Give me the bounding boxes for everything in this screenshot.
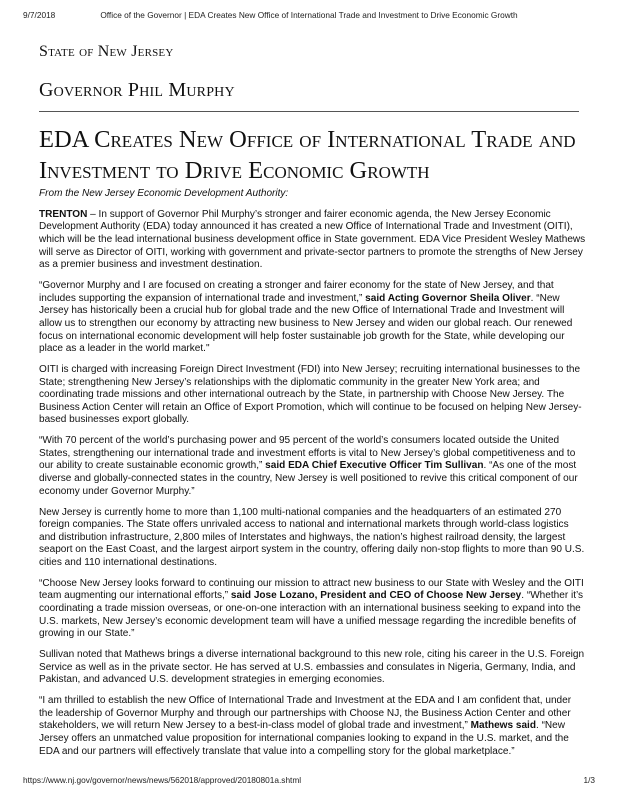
print-header bbox=[23, 10, 595, 22]
paragraph-7: Sullivan noted that Mathews brings a diverse international background to this new role, citing his career in the U.S. Foreign Service as well as in the private sector. He has served at U.S. embassies and consulates in Nigeria, Germany, India, and Pakistan, and advanced U.S. development strategies in emerging economies. bbox=[39, 649, 585, 686]
state-of-new-jersey-link[interactable]: State of New Jersey bbox=[39, 43, 174, 60]
print-footer bbox=[23, 775, 595, 787]
dateline: TRENTON bbox=[39, 208, 88, 220]
paragraph-3: OITI is charged with increasing Foreign Direct Investment (FDI) into New Jersey; recruiting international businesses to the State; strengthening New Jersey’s relationships with the diplomatic community in the greater New York area; and coordinating trade missions and other international outreach by the State, in partnership with Choose New Jersey. The Business Action Center will retain an Office of Export Promotion, which will continue to be focused on helping New Jersey-based businesses export globally. bbox=[39, 364, 582, 426]
paragraph-6: “Choose New Jersey looks forward to continuing our mission to attract new business to our State with Wesley and the OITI team augmenting our international efforts,” said Jose Lozano, President and CEO of Choose New Jersey. “Whether it’s coordinating a trade mission overseas, or one-on-one interaction with an international business seeking to expand into the U.S. markets, New Jersey’s economic development team will have a unified message regarding the incredible benefits of growing in our State.” bbox=[39, 577, 584, 640]
print-page-number: 1/3 bbox=[583, 775, 595, 785]
paragraph-8: “I am thrilled to establish the new Office of International Trade and Investment at the EDA and I am confident that, under the leadership of Governor Murphy and through our partnerships with Choose NJ, the Business Action Center and other stakeholders, we will return New Jersey to a best-in-class model of global trade and investment,” Mathews said. “New Jersey offers an unmatched value proposition for international companies looking to expand in the U.S. market, and the EDA and our partners will effectively translate that value into a compelling story for the global marketplace.” bbox=[39, 695, 572, 757]
speaker-attribution: Mathews said bbox=[470, 720, 536, 732]
paragraph-2: “Governor Murphy and I are focused on creating a stronger and fairer economy for the state of New Jersey, and that includes supporting the expansion of international trade and investment,” said Acting Governor Sheila Oliver. “New Jersey has historically been a crucial hub for global trade and the new Office of International Trade and Investment will allow us to strengthen our economy by attracting new business to New Jersey and widen our global reach. Our renewed focus on international economic development will help foster sustainable job growth for the State, while developing our place as a leader in the world market." bbox=[39, 280, 573, 355]
article-intro: From the New Jersey Economic Development Authority: bbox=[39, 188, 289, 199]
speaker-attribution: said Acting Governor Sheila Oliver bbox=[362, 292, 531, 304]
paragraph-5: New Jersey is currently home to more than 1,100 multi-national companies and the headquarters of an estimated 270 foreign companies. The State offers unrivaled access to national and international markets through world-class logistics and distribution infrastructure, 2,800 miles of Interstates and highways, the nation’s highest railroad density, the largest seaport on the East Coast, and the largest airport system in the country, offering daily non-stop flights to more than 90 U.S. cities and 110 international destinations. bbox=[39, 506, 585, 568]
article-body bbox=[39, 188, 587, 766]
paragraph-4: “With 70 percent of the world’s purchasing power and 95 percent of the world’s consumers located outside the United States, strengthening our international trade and investment efforts is vital to New Jersey’s global competitiveness and to our ability to create sustainable economic growth,” said EDA Chief Executive Officer Tim Sullivan. “As one of the most diverse and globally-connected states in the country, New Jersey is well positioned to revive this critical component of our economy under Governor Murphy.” bbox=[39, 435, 578, 497]
governor-name-link[interactable]: Governor Phil Murphy bbox=[39, 79, 235, 101]
paragraph-1: TRENTON – In support of Governor Phil Murphy’s stronger and fairer economic agenda, the New Jersey Economic Development Authority (EDA) today announced it has created a new Office of International Trade and Investment (OITI), which will be the lead international business development office in State government. EDA Vice President Wesley Mathews will serve as Director of OITI, working with government and private-sector partners to promote the strengths of New Jersey as a premier business and investment destination. bbox=[39, 208, 586, 271]
print-page-title: Office of the Governor | EDA Creates New Office of International Trade and Investment to Drive Economic Growth bbox=[100, 10, 518, 20]
article-title: EDA Creates New Office of International Trade and Investment to Drive Economic Growth bbox=[39, 126, 576, 184]
masthead-divider bbox=[39, 111, 579, 112]
print-date: 9/7/2018 bbox=[23, 10, 56, 20]
speaker-attribution: said Jose Lozano, President and CEO of Choose New Jersey bbox=[228, 590, 522, 602]
print-url: https://www.nj.gov/governor/news/news/562018/approved/20180801a.shtml bbox=[23, 775, 302, 785]
speaker-attribution: said EDA Chief Executive Officer Tim Sullivan bbox=[262, 460, 484, 472]
